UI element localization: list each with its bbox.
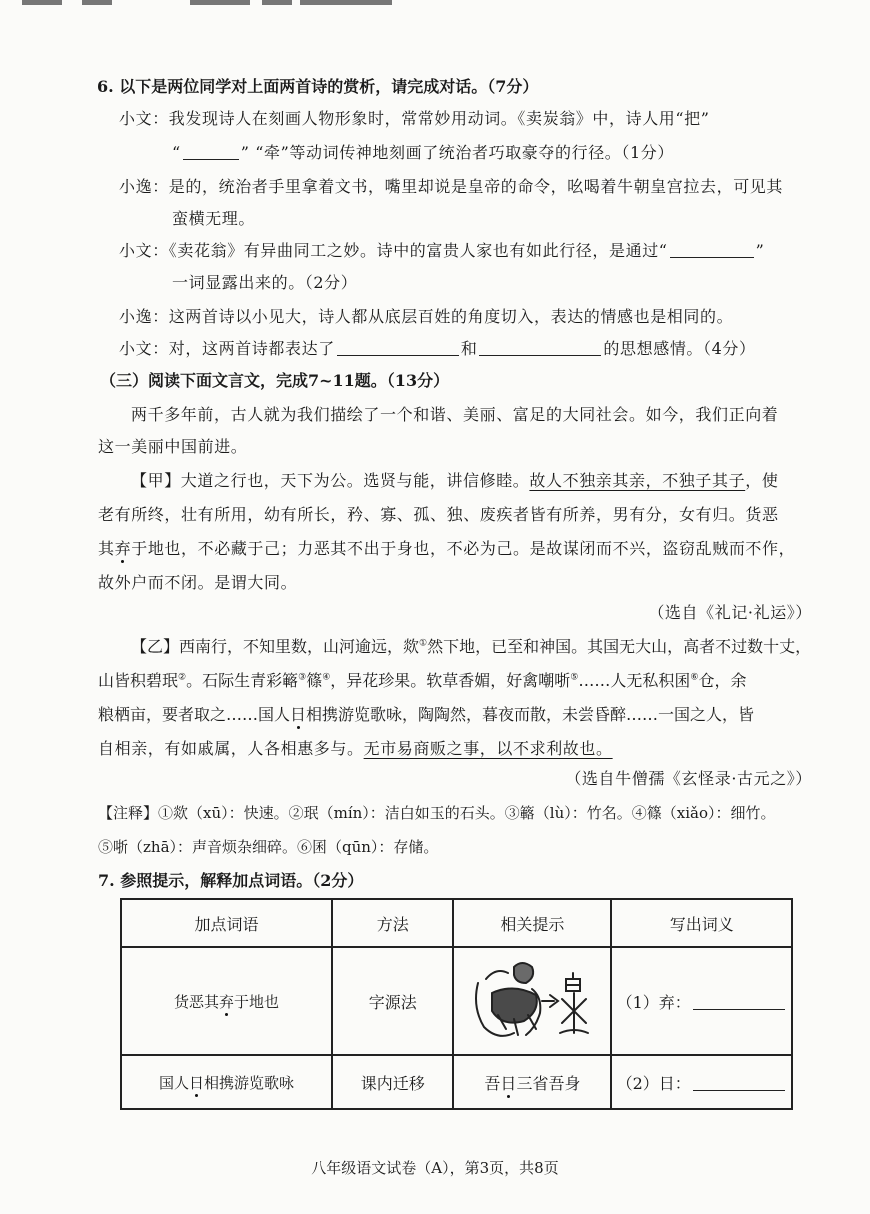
dotted-word: 弃 bbox=[114, 539, 132, 558]
q6-line-7: 小逸：这两首诗以小见大，诗人都从底层百姓的角度切入，表达的情感也是相同的。 bbox=[119, 307, 734, 326]
table-header: 方法 bbox=[332, 899, 453, 947]
dotted-word: 日 bbox=[290, 705, 307, 724]
answer-blank[interactable] bbox=[670, 242, 754, 258]
glyph-illustration-image bbox=[462, 953, 602, 1045]
dotted-word: 日 bbox=[500, 1073, 517, 1093]
hint-cell: 吾日三省吾身 bbox=[453, 1055, 611, 1109]
method-cell: 课内迁移 bbox=[332, 1055, 453, 1109]
answer-blank[interactable] bbox=[693, 994, 785, 1010]
phrase-cell: 国人日相携游览歌咏 bbox=[121, 1055, 332, 1109]
phrase-cell: 货恶其弃于地也 bbox=[121, 947, 332, 1055]
passage-jia-line-2: 老有所终，壮有所用，幼有所长，矜、寡、孤、独、废疾者皆有所养，男有分，女有归。货恶 bbox=[98, 505, 779, 524]
q6-line-8: 小文：对，这两首诗都表达了 和 的思想感情。（4分） bbox=[119, 339, 756, 358]
table-row bbox=[121, 1055, 792, 1109]
method-cell: 字源法 bbox=[332, 947, 453, 1055]
underlined-sentence: 无市易商贩之事，以不求利故也。 bbox=[363, 739, 613, 758]
dotted-word: 日 bbox=[189, 1073, 205, 1092]
passage-jia-line-3: 其弃于地也，不必藏于己；力恶其不出于身也，不必为己。是故谋闭而不兴，盗窃乱贼而不作， bbox=[98, 539, 796, 558]
q6-line-3: 小逸：是的，统治者手里拿着文书，嘴里却说是皇帝的命令，吆喝着牛朝皇宫拉去，可见其 bbox=[119, 177, 784, 196]
hint-cell bbox=[453, 947, 611, 1055]
dotted-word: 弃 bbox=[219, 992, 235, 1011]
q6-line-6: 一词显露出来的。（2分） bbox=[172, 273, 358, 292]
q6-line-4: 蛮横无理。 bbox=[172, 209, 256, 228]
passage-yi-line-3: 粮栖亩，要者取之……国人日相携游览歌咏，陶陶然，暮夜而散，未尝昏醉……一国之人，皆 bbox=[98, 705, 755, 724]
passage-yi-line-4: 自相亲，有如戚属，人各相惠多与。无市易商贩之事，以不求利故也。 bbox=[98, 739, 613, 758]
section-3-heading: （三）阅读下面文言文，完成7~11题。（13分） bbox=[100, 371, 450, 390]
answer-blank[interactable] bbox=[183, 144, 239, 160]
q6-line-2: “ ” “牵”等动词传神地刻画了统治者巧取豪夺的行径。（1分） bbox=[172, 143, 674, 162]
passage-jia-source: （选自《礼记·礼运》） bbox=[648, 603, 812, 622]
table-header: 相关提示 bbox=[453, 899, 611, 947]
section-3-intro-1: 两千多年前，古人就为我们描绘了一个和谐、美丽、富足的大同社会。如今，我们正向着 bbox=[131, 405, 779, 424]
passage-yi-line-1: 【乙】西南行，不知里数，山河逾远，欻①然下地，已至和神国。其国无大山，高者不过数十丈， bbox=[131, 637, 812, 656]
section-3-intro-2: 这一美丽中国前进。 bbox=[98, 437, 248, 456]
passage-jia-line-4: 故外户而不闭。是谓大同。 bbox=[98, 573, 298, 592]
passage-jia-line-1: 【甲】大道之行也，天下为公。选贤与能，讲信修睦。故人不独亲其亲，不独子其子，使 bbox=[131, 471, 779, 490]
passage-yi-source: （选自牛僧孺《玄怪录·古元之》） bbox=[565, 769, 812, 788]
notes-line-2: ⑤哳（zhā）：声音烦杂细碎。⑥囷（qūn）：存储。 bbox=[98, 838, 439, 856]
q6-line-5: 小文：《卖花翁》有异曲同工之妙。诗中的富贵人家也有如此行径，是通过“ ” bbox=[119, 241, 765, 260]
page-footer: 八年级语文试卷（A），第3页，共8页 bbox=[311, 1159, 559, 1177]
answer-cell: （2）日： bbox=[611, 1055, 792, 1109]
q6-stem: 6. 以下是两位同学对上面两首诗的赏析，请完成对话。（7分） bbox=[97, 77, 539, 96]
notes-line-1: 【注释】①欻（xū）：快速。②珉（mín）：洁白如玉的石头。③簵（lù）：竹名。④篠（xiǎo）：细竹。 bbox=[98, 804, 776, 822]
q7-table bbox=[120, 898, 793, 1110]
scan-edge-artifact bbox=[0, 0, 870, 8]
table-header-row bbox=[121, 899, 792, 947]
q7-stem: 7. 参照提示，解释加点词语。（2分） bbox=[98, 871, 364, 890]
q6-line-1: 小文：我发现诗人在刻画人物形象时，常常妙用动词。《卖炭翁》中，诗人用“把” bbox=[119, 109, 710, 128]
answer-blank[interactable] bbox=[337, 340, 459, 356]
answer-blank[interactable] bbox=[693, 1075, 785, 1091]
passage-yi-line-2: 山皆积碧珉②。石际生青彩簵③篠④，异花珍果。软草香媚，好禽嘲哳⑤……人无私积囷⑥仓，余 bbox=[98, 671, 747, 690]
table-row bbox=[121, 947, 792, 1055]
answer-blank[interactable] bbox=[479, 340, 601, 356]
table-header: 加点词语 bbox=[121, 899, 332, 947]
table-header: 写出词义 bbox=[611, 899, 792, 947]
underlined-sentence: 故人不独亲其亲，不独子其子 bbox=[529, 471, 746, 490]
answer-cell: （1）弃： bbox=[611, 947, 792, 1055]
